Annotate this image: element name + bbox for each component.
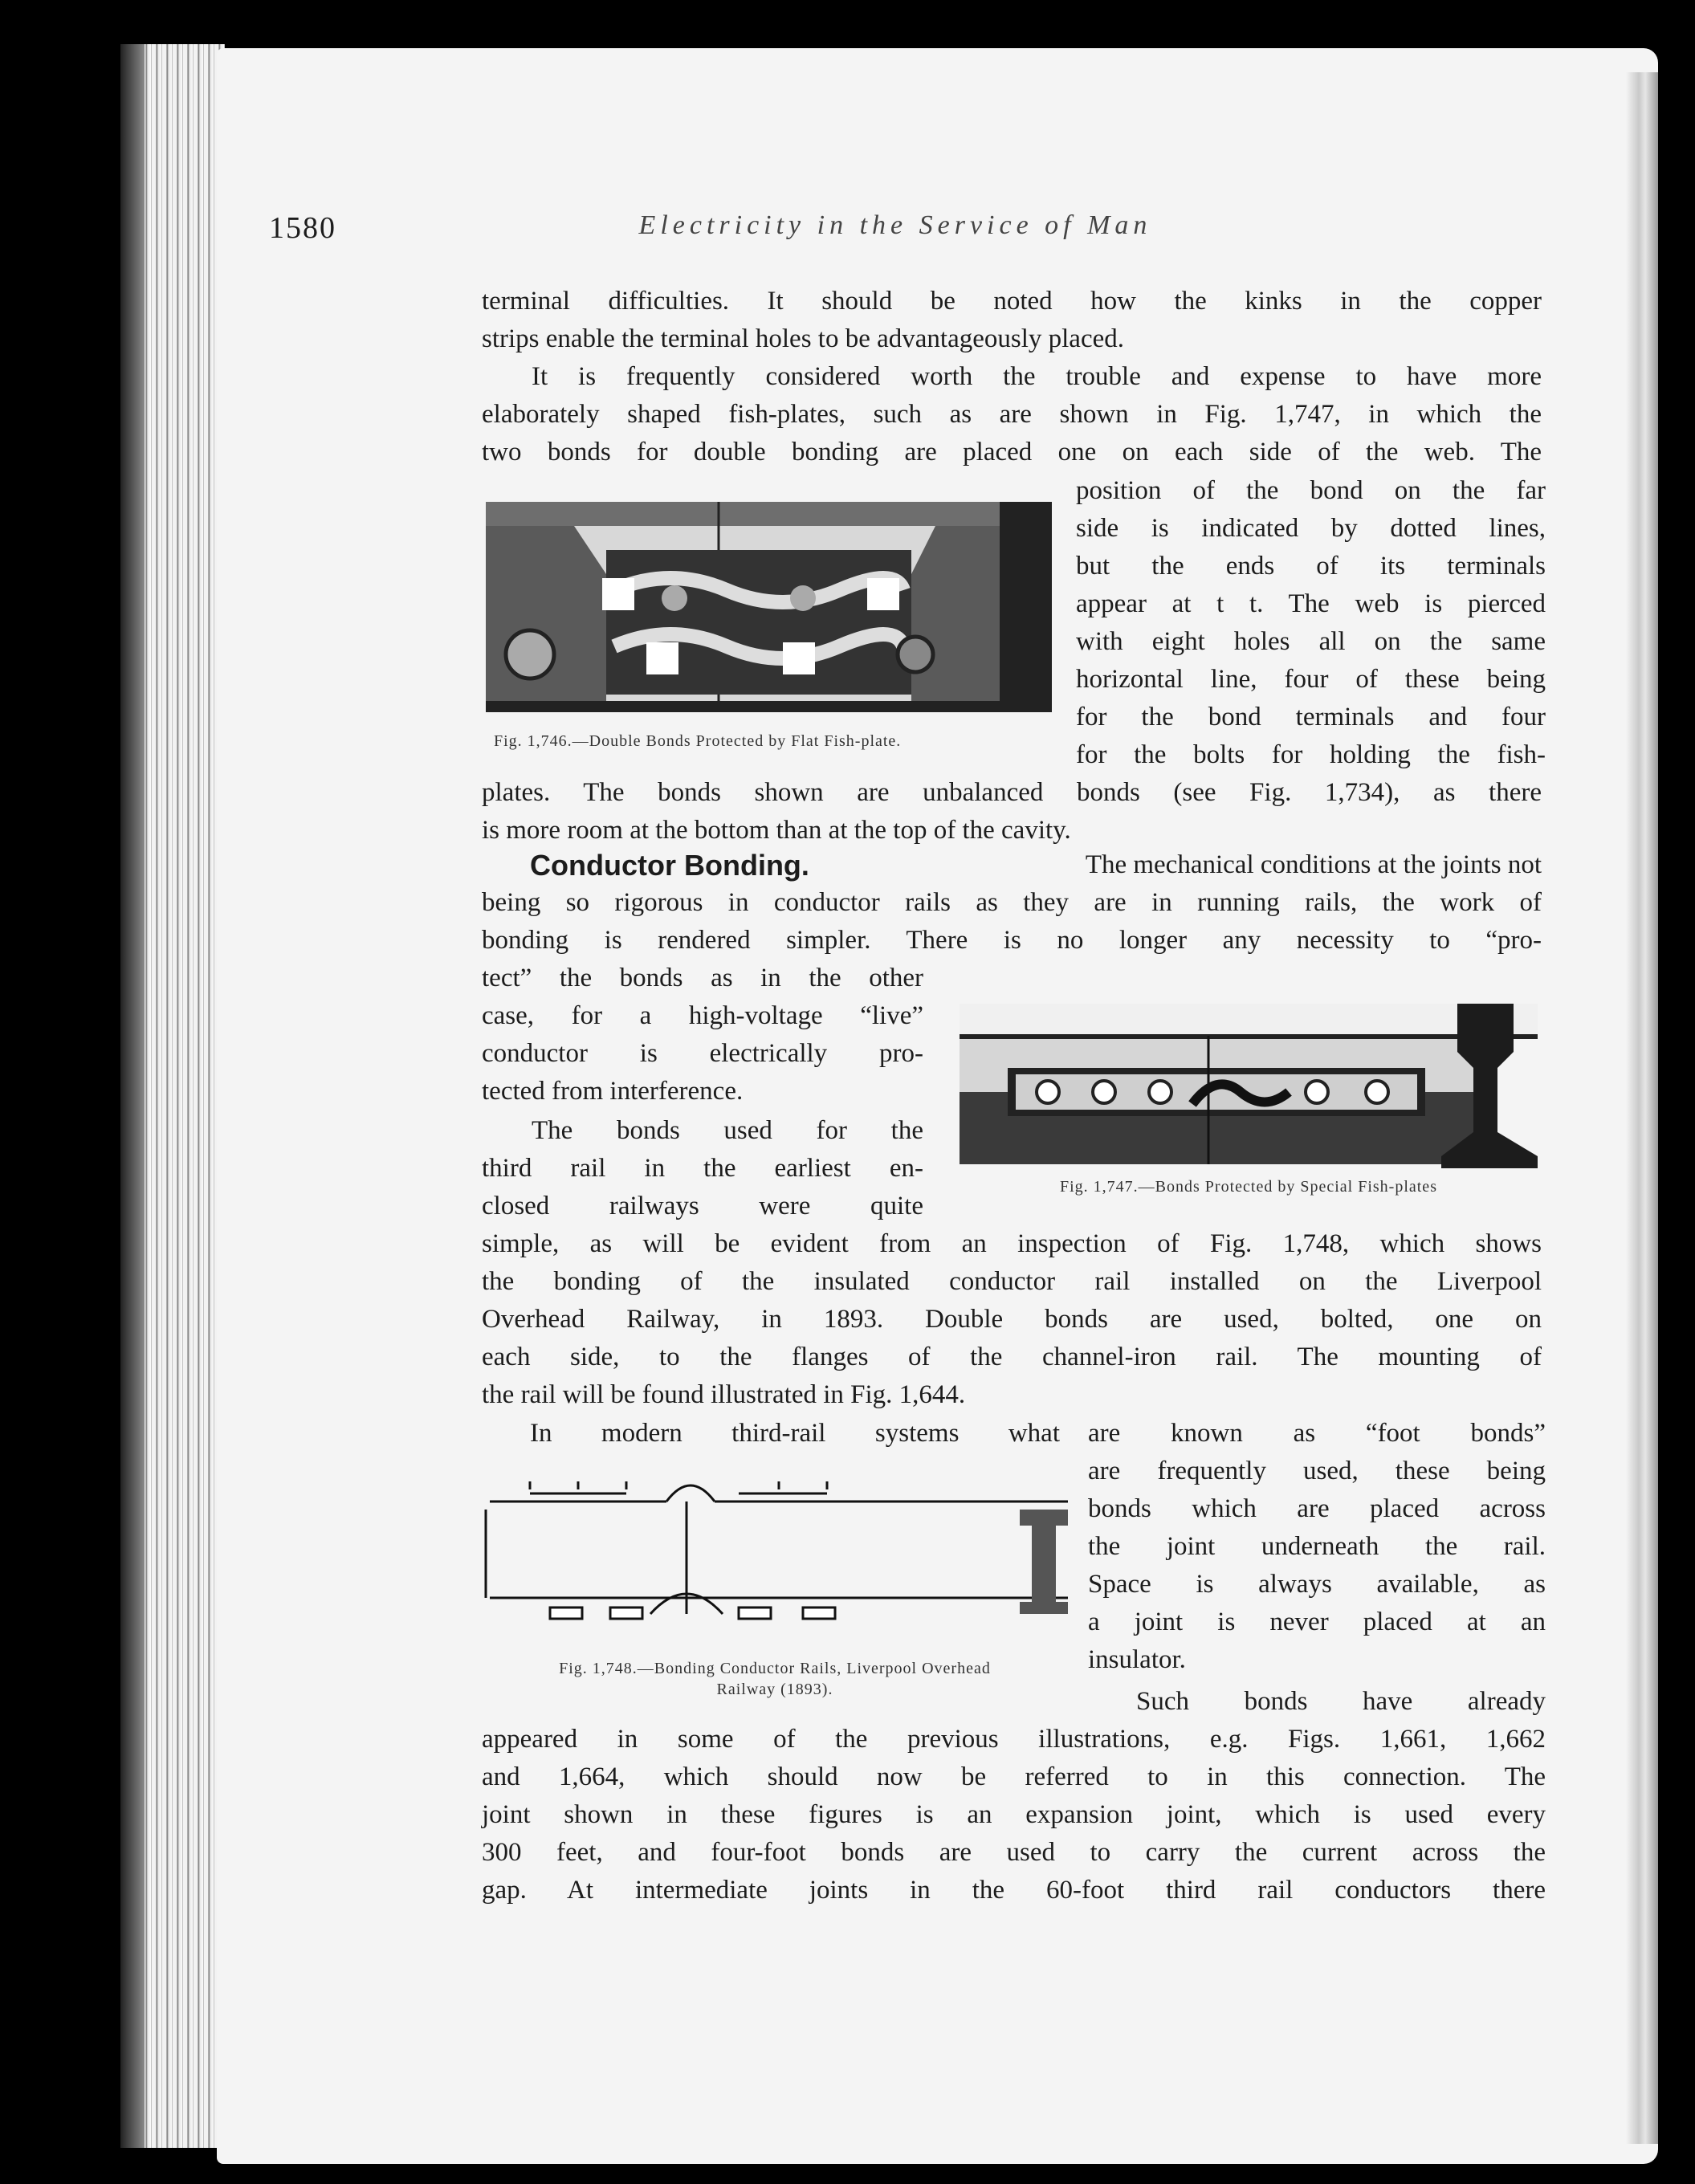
text-line: side is indicated by dotted lines, — [1076, 514, 1546, 543]
figure-1748-caption — [486, 1658, 1064, 1700]
page-number: 1580 — [269, 211, 336, 245]
text-line: appeared in some of the previous illustrations, e.g. Figs. 1,661, 1,662 — [482, 1725, 1546, 1754]
text-line: the bonding of the insulated conductor rail installed on the Liverpool — [482, 1267, 1542, 1296]
text-line: elaborately shaped fish-plates, such as are shown in Fig. 1,747, in which the — [482, 400, 1542, 429]
paragraph-6 — [482, 1721, 1546, 1909]
text-line: closed railways were quite — [482, 1192, 923, 1220]
text-line: for the bond terminals and four — [1076, 703, 1546, 731]
figure-1748-caption-line: Fig. 1,748.—Bonding Conductor Rails, Liverpool Overhead — [559, 1660, 991, 1677]
text-line: are frequently used, these being — [1088, 1457, 1546, 1485]
text-line: gap. At intermediate joints in the 60-foot third rail conductors there — [482, 1876, 1546, 1905]
figure-1746 — [486, 502, 1052, 712]
text-line: position of the bond on the far — [1076, 476, 1546, 505]
text-line: and 1,664, which should now be referred to in this connection. The — [482, 1762, 1546, 1791]
text-line: Overhead Railway, in 1893. Double bonds are used, bolted, one on — [482, 1305, 1542, 1334]
text-line: a joint is never placed at an — [1088, 1607, 1546, 1636]
double-bonds-flat-fishplate-illustration — [486, 502, 1052, 712]
paragraph-5-wrap — [1088, 1415, 1546, 1679]
text-line: with eight holes all on the same — [1076, 627, 1546, 656]
text-line: horizontal line, four of these being — [1076, 665, 1546, 694]
text-line: each side, to the flanges of the channel-iron rail. The mounting of — [482, 1343, 1542, 1371]
book-spine-shadow — [120, 44, 145, 2148]
paragraph-6-first — [1136, 1683, 1546, 1721]
text-line: strips enable the terminal holes to be advantageously placed. — [482, 324, 1124, 353]
text-line: the rail will be found illustrated in Fig. 1,644. — [482, 1380, 966, 1409]
text-line: being so rigorous in conductor rails as they are in running rails, the work of — [482, 888, 1542, 917]
text-line: The mechanical conditions at the joints not — [1085, 850, 1542, 879]
paragraph-2 — [482, 358, 1542, 471]
text-line: conductor is electrically pro- — [482, 1039, 923, 1068]
figure-1746-caption: Fig. 1,746.—Double Bonds Protected by Flat Fish-plate. — [494, 732, 902, 750]
text-line: bonds which are placed across — [1088, 1494, 1546, 1523]
text-line: for the bolts for holding the fish- — [1076, 740, 1546, 769]
text-line: appear at t t. The web is pierced — [1076, 589, 1546, 618]
text-line: simple, as will be evident from an inspection of Fig. 1,748, which shows — [482, 1229, 1542, 1258]
text-line: third rail in the earliest en- — [482, 1154, 923, 1183]
figure-1748-caption-line: Railway (1893). — [716, 1681, 833, 1698]
text-line: Such bonds have already — [1136, 1687, 1546, 1716]
text-line: tect” the bonds as in the other — [482, 964, 923, 992]
text-line: It is frequently considered worth the trouble and expense to have more — [532, 362, 1542, 391]
text-line: The bonds used for the — [532, 1116, 923, 1145]
text-line: Space is always available, as — [1088, 1570, 1546, 1599]
text-line: case, for a high-voltage “live” — [482, 1001, 923, 1030]
figure-1748 — [482, 1461, 1068, 1630]
text-line: but the ends of its terminals — [1076, 552, 1546, 581]
text-line: joint shown in these figures is an expansion joint, which is used every — [482, 1800, 1546, 1829]
figure-1747-caption: Fig. 1,747.—Bonds Protected by Special Fish-plates — [1060, 1178, 1437, 1196]
section-first-line — [482, 846, 1542, 884]
text-line: plates. The bonds shown are unbalanced bonds (see Fig. 1,734), as there — [482, 778, 1542, 807]
text-line: are known as “foot bonds” — [1088, 1419, 1546, 1448]
text-line: bonding is rendered simpler. There is no longer any necessity to “pro- — [482, 926, 1542, 955]
text-line: tected from interference. — [482, 1077, 744, 1106]
section-wrap — [482, 960, 923, 1110]
running-title: Electricity in the Service of Man — [638, 210, 1152, 240]
text-line: insulator. — [1088, 1645, 1186, 1674]
text-line: is more room at the bottom than at the top of the cavity. — [482, 816, 1071, 845]
paragraph-4 — [482, 1225, 1542, 1414]
paragraph-2-end — [482, 774, 1542, 850]
paragraph-5-first — [530, 1415, 1060, 1453]
page-curl-edge — [1626, 72, 1658, 2144]
paragraph-2-wrap — [1076, 472, 1546, 774]
bonding-conductor-rails-illustration — [482, 1461, 1068, 1630]
paragraph-1 — [482, 283, 1542, 358]
text-line: 300 feet, and four-foot bonds are used to carry the current across the — [482, 1838, 1546, 1867]
figure-1747 — [960, 1004, 1538, 1168]
text-line: In modern third-rail systems what — [530, 1419, 1060, 1448]
section-conductor-bonding — [482, 846, 1542, 960]
bonds-special-fishplates-illustration — [960, 1004, 1538, 1168]
text-line: two bonds for double bonding are placed one on each side of the web. The — [482, 438, 1542, 467]
text-line: the joint underneath the rail. — [1088, 1532, 1546, 1561]
paragraph-4-wrap — [482, 1112, 923, 1225]
text-line: terminal difficulties. It should be noted how the kinks in the copper — [482, 287, 1542, 316]
section-heading: Conductor Bonding. — [530, 849, 809, 882]
